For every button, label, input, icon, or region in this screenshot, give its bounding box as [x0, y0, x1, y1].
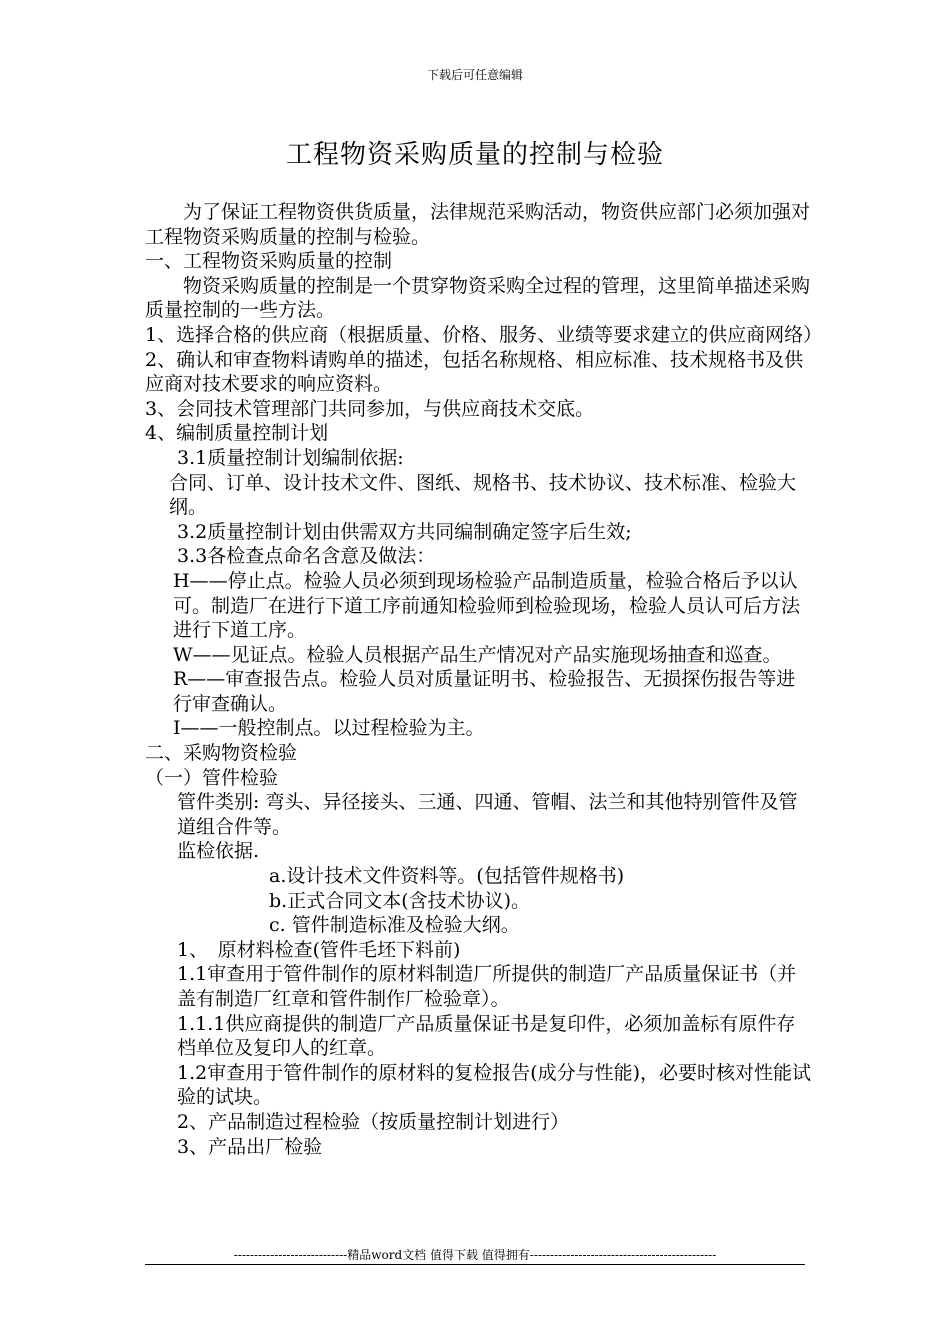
checkpoint-r: R——审查报告点。检验人员对质量证明书、检验报告、无损探伤报告等进行审查确认。 — [173, 668, 796, 715]
sub-item-3-3: 3.3各检查点命名含意及做法： — [177, 545, 436, 568]
step-1-1-1: 1.1.1供应商提供的制造厂产品质量保证书是复印件，必须加盖标有原件存档单位及复印人的红章。 — [177, 1012, 796, 1060]
intro-paragraph: 为了保证工程物资供货质量，法律规范采购活动，物资供应部门必须加强对工程物资采购质量的控制与检验。 — [145, 201, 811, 248]
footer-text: ----------------------------精品word文档 值得下载 值得拥有---------------------------------------------- — [233, 1248, 717, 1262]
subsection-heading-pipe-fittings: （一）管件检验 — [145, 766, 279, 789]
list-item-2: 2、确认和审查物料请购单的描述，包括名称规格、相应标准、技术规格书及供应商对技术要求的响应资料。 — [145, 348, 804, 396]
list-item-3: 3、会同技术管理部门共同参加，与供应商技术交底。 — [145, 397, 595, 420]
section-heading-2: 二、采购物资检验 — [145, 742, 298, 765]
page-title: 工程物资采购质量的控制与检验 — [285, 140, 664, 170]
footer-divider — [145, 1264, 805, 1265]
checkpoint-h: H——停止点。检验人员必须到现场检验产品制造质量，检验合格后予以认可。制造厂在进行下道工序前通知检验师到检验现场，检验人员认可后方法进行下道工序。 — [173, 569, 801, 642]
sub-item-3-2: 3.2质量控制计划由供需双方共同编制确定签字后生效; — [177, 520, 632, 543]
list-item-4: 4、编制质量控制计划 — [145, 422, 329, 445]
basis-item-c: c. 管件制造标准及检验大纲。 — [269, 914, 520, 937]
document-body — [145, 200, 823, 1159]
step-2-heading: 2、产品制造过程检验（按质量控制计划进行） — [177, 1110, 570, 1133]
step-3-heading: 3、产品出厂检验 — [177, 1135, 323, 1158]
section-heading-1: 一、工程物资采购质量的控制 — [145, 250, 393, 273]
checkpoint-w: W——见证点。检验人员根据产品生产情况对产品实施现场抽查和巡查。 — [173, 643, 782, 666]
sub-item-3-1-content: 合同、订单、设计技术文件、图纸、规格书、技术协议、技术标准、检验大纲。 — [169, 471, 797, 519]
basis-item-b: b.正式合同文本(含技术协议)。 — [269, 889, 531, 912]
header-note: 下载后可任意编辑 — [426, 68, 523, 82]
inspection-basis: 监检依据. — [177, 840, 260, 863]
checkpoint-i: I——一般控制点。以过程检验为主。 — [173, 717, 485, 740]
step-1-2: 1.2审查用于管件制作的原材料的复检报告(成分与性能)，必要时核对性能试验的试块。 — [177, 1061, 812, 1109]
section-1-intro: 物资采购质量的控制是一个贯穿物资采购全过程的管理，这里简单描述采购质量控制的一些方法。 — [145, 274, 811, 322]
list-item-1: 1、选择合格的供应商（根据质量、价格、服务、业绩等要求建立的供应商网络） — [145, 323, 823, 346]
step-1-1: 1.1审查用于管件制作的原材料制造厂所提供的制造厂产品质量保证书（并盖有制造厂红章和管件制作厂检验章）。 — [177, 963, 797, 1010]
sub-item-3-1: 3.1质量控制计划编制依据: — [177, 446, 404, 469]
step-1-heading: 1、 原材料检查(管件毛坯下料前) — [177, 938, 461, 961]
fitting-types: 管件类别: 弯头、异径接头、三通、四通、管帽、法兰和其他特别管件及管道组合件等。 — [177, 791, 798, 838]
basis-item-a: a.设计技术文件资料等。(包括管件规格书) — [269, 865, 625, 888]
